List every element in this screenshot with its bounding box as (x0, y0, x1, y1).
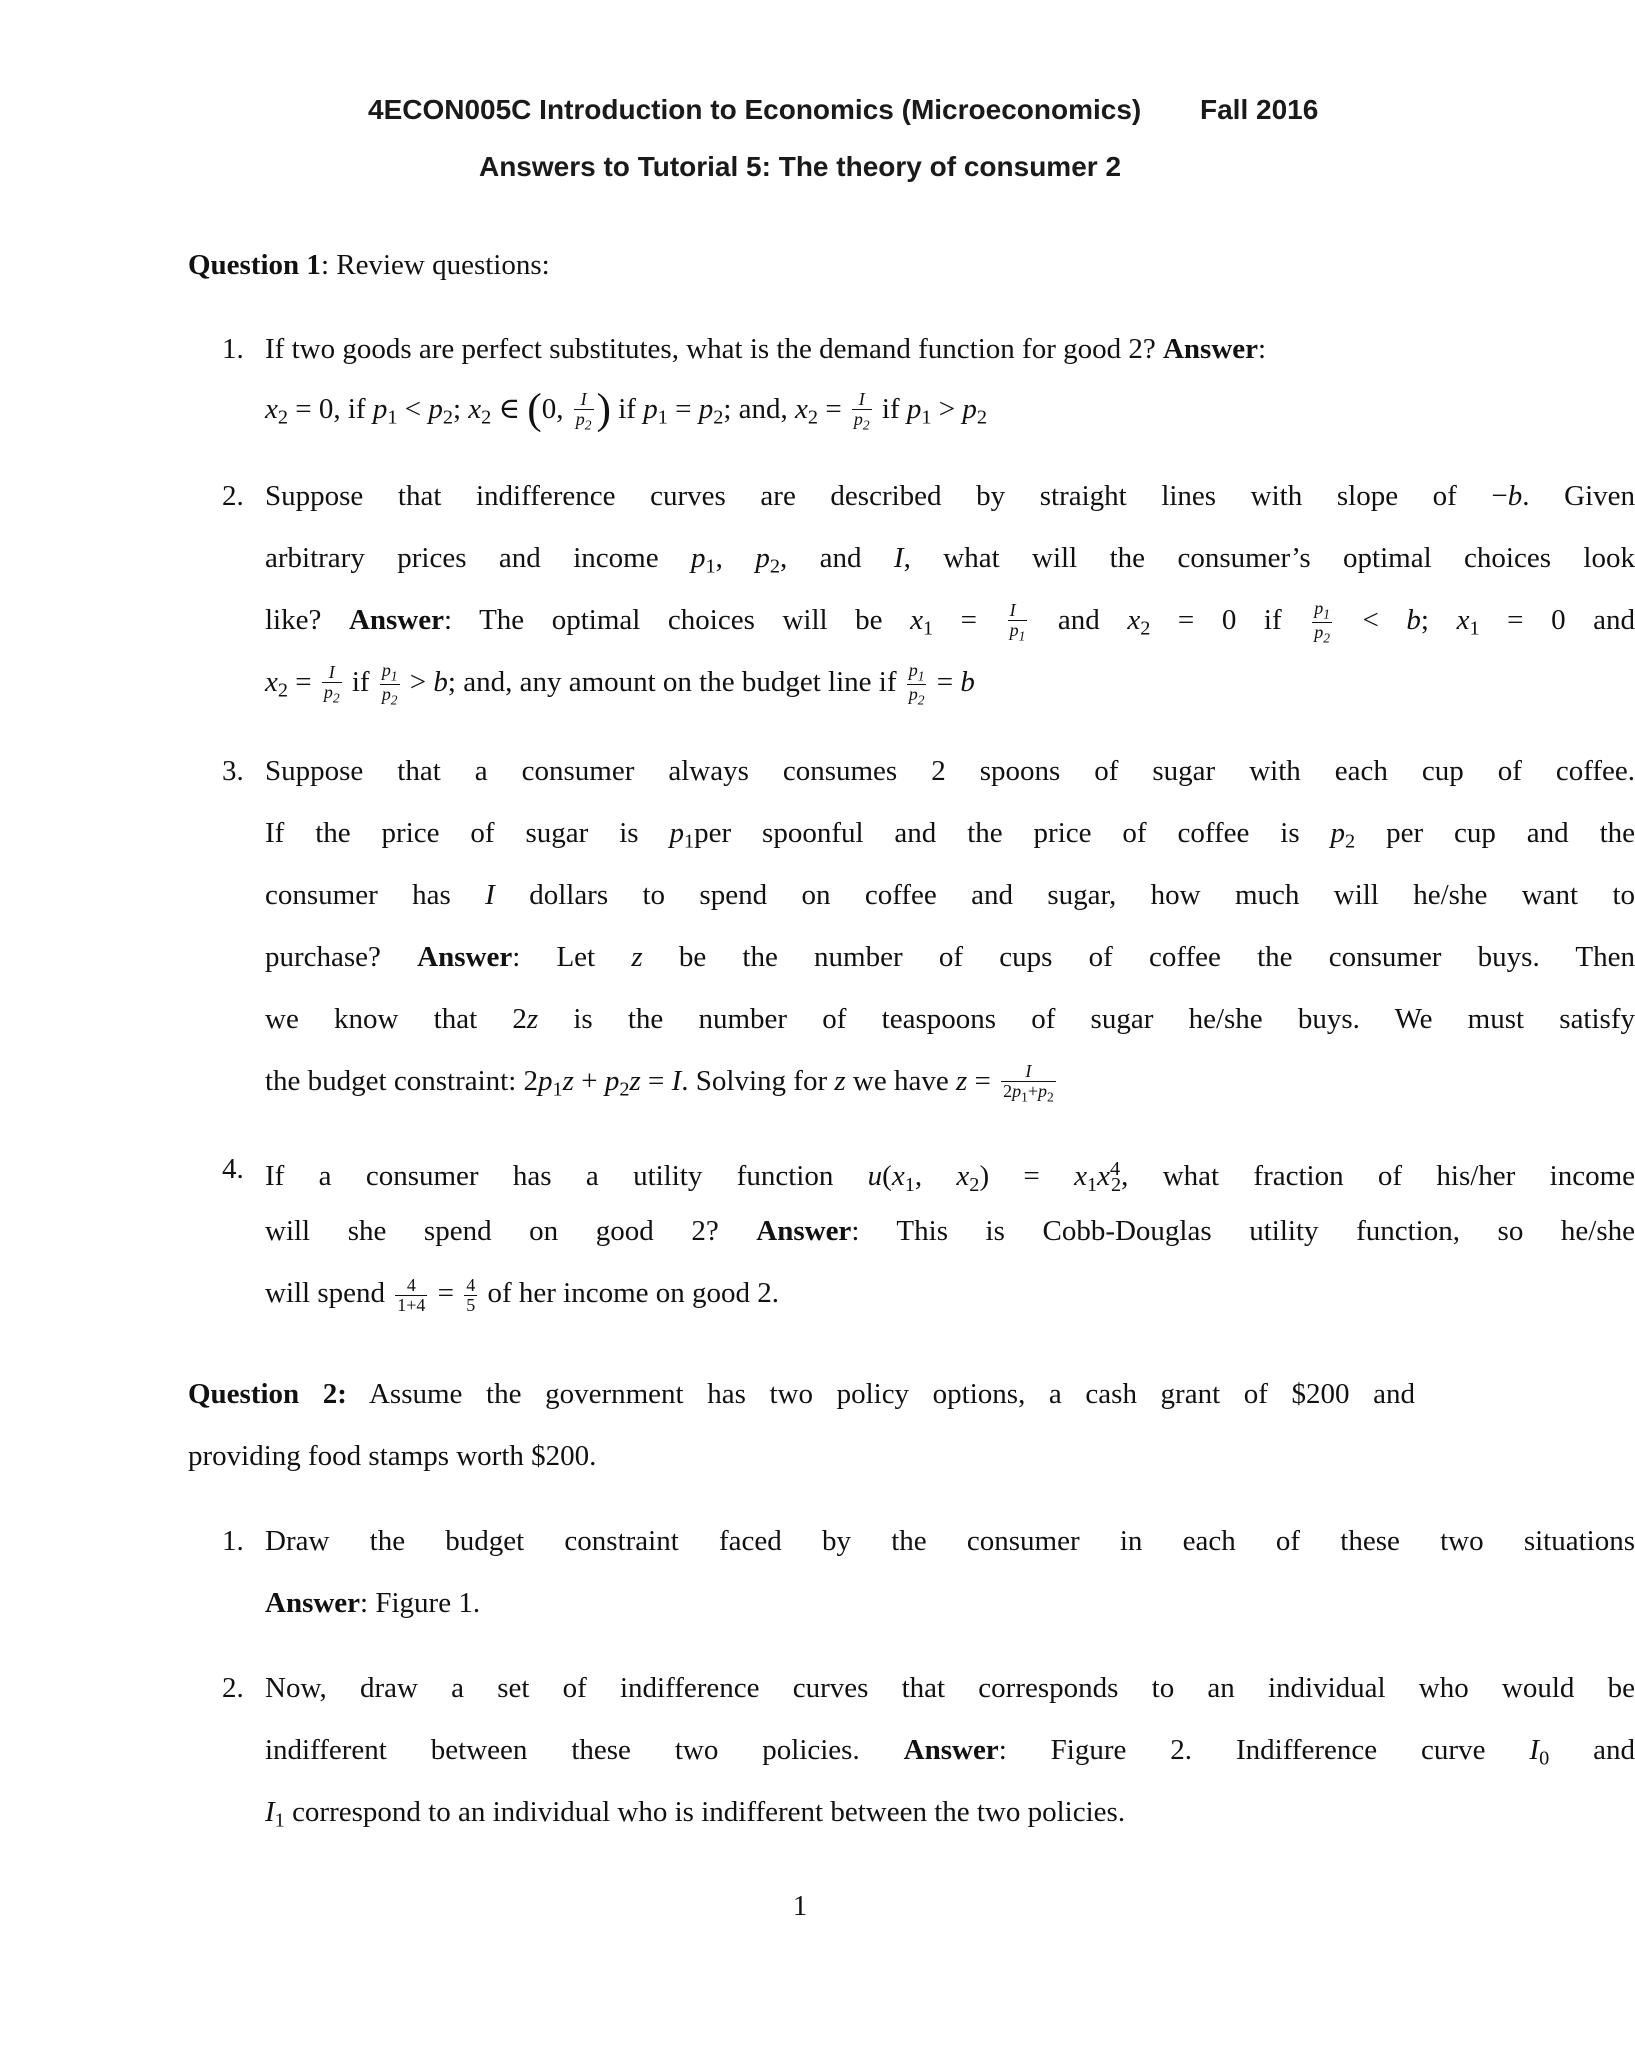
item-line: $x_2$ = $\frac{I}{p_2}$ if $\frac{p_1}{p_2}$ > b; and, any amount on the budget line if $\frac{p_1}{p_2}$ = b (265, 660, 975, 708)
item-line: Now, draw a set of indifference curves that corresponds to an individual who would be (265, 1672, 1635, 1704)
item-number: 3. (222, 755, 244, 787)
answer-label: Answer (756, 1215, 852, 1247)
item-line: we know that 2z is the number of teaspoons of sugar he/she buys. We must satisfy (265, 1003, 1635, 1035)
q2-heading (188, 1363, 1415, 1487)
q1-heading (188, 234, 550, 296)
item-line: Suppose that a consumer always consumes 2 spoons of sugar with each cup of coffee. (265, 755, 1635, 787)
item-line: the budget constraint: $2p_1z + p_2z = I$. Solving for z we have z = $\frac{I}{2p_1+p_2}$ (265, 1061, 1054, 1105)
item-number: 2. (222, 480, 244, 512)
item-line: If a consumer has a utility function $u(x_1$, $x_2) = x_1x^4_2$, what fraction of his/her income (265, 1158, 1635, 1196)
item-line: indifferent between these two policies. Answer: Figure 2. Indifference curve $I_0$ and (265, 1734, 1635, 1770)
q1-label: Question 1 (188, 249, 321, 281)
q2-line: providing food stamps worth $200. (188, 1440, 597, 1472)
item-line: will spend $\frac{4}{1+4}$ = $\frac{4}{5}$ of her income on good 2. (265, 1274, 780, 1315)
item-line: Draw the budget constraint faced by the consumer in each of these two situations (265, 1525, 1635, 1557)
q2-line: Question 2: Assume the government has two policy options, a cash grant of $200 and (188, 1378, 1415, 1410)
item-line: Suppose that indifference curves are described by straight lines with slope of −b. Given (265, 480, 1635, 512)
item-line: consumer has I dollars to spend on coffee and sugar, how much will he/she want to (265, 879, 1635, 911)
item-line: arbitrary prices and income $p_1$, $p_2$, and I, what will the consumer’s optimal choices look (265, 542, 1635, 578)
item-number: 1. (222, 333, 244, 365)
item-line: If the price of sugar is $p_1per$ spoonful and the price of coffee is $p_2$ per cup and the (265, 817, 1635, 853)
item-text: If two goods are perfect substitutes, what is the demand function for good 2? Answer: (265, 333, 1267, 365)
q1-intro: : Review questions: (320, 249, 550, 281)
item-line: will she spend on good 2? Answer: This is Cobb-Douglas utility function, so he/she (265, 1215, 1635, 1247)
answer-label: Answer (348, 604, 444, 636)
item-question: If two goods are perfect substitutes, what is the demand function for good 2? (265, 333, 1156, 365)
item-line: like? Answer: The optimal choices will be $x_1$ = $\frac{I}{p_1}$ and $x_2 = 0$ if $\frac{p_1}{p_2}$ < b; $x_1 = 0$ and (265, 598, 1635, 646)
item-line: purchase? Answer: Let z be the number of cups of coffee the consumer buys. Then (265, 941, 1635, 973)
answer-label: Answer (1162, 333, 1259, 365)
item-number: 2. (222, 1672, 244, 1704)
answer-label: Answer (417, 941, 513, 973)
item-number: 4. (222, 1153, 244, 1185)
item-line: Answer: Figure 1. (265, 1587, 481, 1619)
item-line: $I_1$ correspond to an individual who is indifferent between the two policies. (265, 1796, 1126, 1832)
term: Fall 2016 (1200, 94, 1319, 125)
course-title: 4ECON005C Introduction to Economics (Microeconomics) (368, 94, 1142, 125)
q2-label: Question 2: (188, 1378, 347, 1410)
subtitle: Answers to Tutorial 5: The theory of consumer 2 (478, 151, 1122, 182)
item-answer-math: $x_2 = 0$, if $p_1 < p_2$; $x_2$ ∈ (0, $\frac{I}{p_2}$ ) if $p_1 = p_2$; and, $x_2$ = $\frac{I}{p_2}$ if $p_1 > p_2$ (265, 385, 987, 434)
answer-label: Answer (265, 1587, 361, 1619)
answer-label: Answer (903, 1734, 999, 1766)
item-number: 1. (222, 1525, 244, 1557)
page-number: 1 (792, 1890, 808, 1922)
